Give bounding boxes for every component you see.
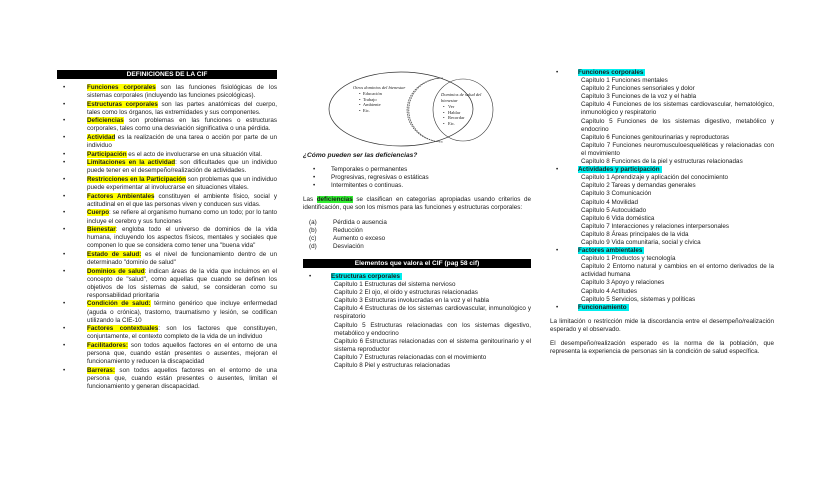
chapter-item: Capítulo 8 Piel y estructuras relacionadas [334,361,451,369]
definition-term: Dominios de salud [87,267,145,275]
definition-item [57,300,277,324]
definition-term: Funciones corporales [87,84,156,91]
deficiencies-column [303,70,531,370]
inner-domain-item: • Etc. [443,120,456,126]
group-header: • Estructuras corporales [309,272,400,280]
group-label: Factores ambientales [578,247,643,255]
chapter-item: Capítulo 5 Funciones de los sistemas digestivo, metabólico y endocrino [581,117,774,133]
bullet-icon: • [63,267,66,275]
chapter-item: Capítulo 5 Autocuidado [581,206,647,214]
chapter-item: Capítulo 5 Estructuras relacionadas con los sistemas digestivo, metabólico y endocrino [334,321,531,337]
deficiencies-question: ¿Cómo pueden ser las deficiencias? [303,152,418,159]
classification-list [303,219,531,251]
limitation-paragraph: La limitación o restricción mide la discordancia entre el desempeño/realización esperado y el observado. [550,317,774,333]
group-header: • Actividades y participación [556,166,660,174]
chapter-item: Capítulo 2 El ojo, el oído y estructuras relacionadas [334,289,478,297]
definition-text: son todos aquellos factores en el entorno de una persona que, cuando están presentes o ausentes, limitan el funcionamiento y generan discapacidad. [87,366,277,390]
definition-text: son las partes anatómicas del cuerpo, tales como los órganos, las extremidades y sus componentes. [87,100,277,116]
classification-item: (c) Aumento o exceso [309,234,386,242]
bullet-icon: • [63,366,66,374]
classification-item: (d) Desviación [309,242,364,250]
chapter-item: Capítulo 7 Estructuras relacionadas con el movimiento [334,353,487,361]
bullet-icon: • [63,250,66,258]
chapter-item: Capítulo 4 Actitudes [581,287,638,295]
definition-term: Estructuras corporales [87,100,158,108]
definition-item [57,342,277,366]
definition-item [57,134,277,150]
chapter-list [550,174,774,247]
chapter-item: Capítulo 4 Movilidad [581,198,639,206]
classification-item: (b) Reducción [309,226,363,234]
definition-item [57,117,277,133]
group-header: • Funciones corporales [556,69,644,76]
bullet-icon: • [63,134,66,142]
group-label: Estructuras corporales [331,272,400,280]
bullet-icon: • [63,300,66,308]
chapter-item: Capítulo 5 Servicios, sistemas y políticas [581,295,696,303]
definition-item [57,84,277,100]
chapter-item: Capítulo 3 Estructuras involucradas en la voz y el habla [334,297,490,305]
definitions-title: DEFINICIONES DE LA CIF [57,70,277,79]
definition-text: : se refiere al organismo humano como un todo; por lo tanto incluye el cerebro y sus funciones [87,209,277,225]
elements-title: Elementos que valora el CIF (pag 58 cif) [303,259,531,268]
definition-term: Participación [87,150,127,158]
outer-domain-item: • Ambiente [359,102,381,108]
classification-item: (a) Pérdida o ausencia [309,218,387,226]
definition-text: término genérico que incluye enfermedad (aguda o crónica), trastorno, traumatismo y lesión, se codifican utilizando la CIE-10 [87,300,277,324]
definition-item [57,101,277,117]
group-label: Funcionamiento [578,303,627,311]
inner-domain-title: Dominios de salud del bienestar [441,92,482,103]
bullet-icon: • [63,325,66,333]
chapter-item: Capítulo 1 Aprendizaje y aplicación del conocimiento [581,174,729,182]
deficiency-type-item: • Intermitentes o continuas. [313,182,404,190]
definition-item [57,268,277,300]
chapter-item: Capítulo 6 Funciones genitourinarias y reproductoras [581,133,730,141]
chapter-item: Capítulo 3 Apoyo y relaciones [581,279,665,287]
definition-term: Condición de salud: [87,300,151,308]
definition-term: Estado de salud: [87,250,142,258]
chapter-item: Capítulo 7 Interacciones y relaciones interpersonales [581,222,730,230]
chapter-item: Capítulo 2 Funciones sensoriales y dolor [581,85,695,93]
definitions-list [57,84,277,391]
chapter-list [550,77,774,166]
elements-column [550,69,774,362]
chapter-item: Capítulo 1 Estructuras del sistema nervioso [334,281,456,289]
definition-item [57,367,277,391]
definition-item [57,251,277,267]
definition-text: son todos aquellos factores en el entorno de una persona que, cuando están presentes o ausentes, mejoran el funcionamiento y reducen la discapacidad [87,341,277,366]
definition-text: : son los factores que constituyen, conjuntamente, el contexto completo de la vida de un individuo [87,325,277,341]
deficiency-types-list [303,166,531,190]
chapter-item: Capítulo 4 Funciones de los sistemas cardiovascular, hematológico, inmunológico y respiratorio [581,101,774,117]
bullet-icon: • [63,176,66,184]
bullet-icon: • [63,150,66,158]
chapter-item: Capítulo 1 Funciones mentales [581,77,668,85]
definition-text: : son dificultades que un individuo puede tener en el desempeño/realización de actividades. [87,159,277,175]
definition-item [57,209,277,225]
chapter-item: Capítulo 8 Funciones de la piel y estructuras relacionadas [581,158,743,166]
definition-item [57,226,277,250]
deficiencies-highlight: deficiencias [316,196,353,204]
chapter-list [303,281,531,370]
group-label: Actividades y participación [578,166,660,174]
definition-text: constituyen el ambiente físico, social y actitudinal en el que las personas viven y conducen sus vidas. [87,192,277,208]
chapter-item: Capítulo 6 Estructuras relacionadas con el sistema genitourinario y el sistema reproductor [334,337,531,353]
definition-text: son problemas que un individuo puede experimentar al involucrarse en situaciones vitales. [87,176,277,192]
definition-term: Cuerpo [87,209,110,217]
definition-item [57,325,277,341]
definition-text: es la realización de una tarea o acción por parte de un individuo [87,134,277,150]
inner-domain-list [443,104,464,126]
group-header: • Factores ambientales [556,247,643,255]
deficiency-type-item: • Progresivas, regresivas o estáticas [313,174,429,182]
chapter-list [550,255,774,304]
definition-text: es el nivel de funcionamiento dentro de un determinado "dominio de salud" [87,250,277,266]
definition-term: Factores contextuales [87,325,159,333]
deficiencies-paragraph: Las deficiencias se clasifican en categorías apropiadas usando criterios de identificación, que son los mismos para las funciones y estructuras corporales: [303,196,531,212]
definition-term: Actividad [87,134,116,142]
outer-domain-item: • Etc. [359,107,370,113]
chapter-item: Capítulo 8 Áreas principales de la vida [581,230,689,238]
inner-domain-item: • Hablar [443,109,461,115]
group-header: • Funcionamiento [556,303,627,311]
chapter-item: Capítulo 1 Productos y tecnología [581,255,676,263]
inner-domain-item: • Ver [443,104,455,109]
definition-text: son problemas en las funciones o estructuras corporales, tales como una desviación significativa o una pérdida. [87,117,277,133]
domains-ellipse-icon [303,70,531,148]
definitions-column [57,70,277,391]
deficiency-type-item: • Temporales o permanentes [313,166,408,174]
bullet-icon: • [63,117,66,125]
definition-text: : indican áreas de la vida que incluimos en el concepto de "salud", como aquellas que cuando se definen los objetivos de los sistemas de salud, se consideran como su responsabilidad prioritaria [87,267,277,299]
bullet-icon: • [63,192,66,200]
definition-text: son las funciones fisiológicas de los sistemas corporales (incluyendo las funciones psicológicas). [87,84,277,100]
chapter-item: Capítulo 4 Estructuras de los sistemas cardiovascular, inmunológico y respiratorio [334,305,531,321]
chapter-item: Capítulo 3 Funciones de la voz y el habla [581,93,697,101]
outer-domain-item: • Educación [359,91,382,96]
definition-item [57,159,277,175]
definition-term: Restricciones en la Participación [87,176,186,184]
chapter-item: Capítulo 7 Funciones neuromusculoesqueléticas y relacionadas con el movimiento [581,141,774,157]
chapter-item: Capítulo 9 Vida comunitaria, social y cívica [581,238,701,246]
inner-domain-item: • Recordar [443,115,465,121]
definition-term: Barreras: [87,366,116,374]
chapter-item: Capítulo 2 Entorno natural y cambios en el entorno derivados de la actividad humana [581,263,774,279]
bullet-icon: • [63,100,66,108]
definition-text: : engloba todo el universo de dominios de la vida humana, incluyendo los aspectos físicos, mentales y sociales que componen lo que se considera como tener una "buena vida" [87,226,277,250]
definition-term: Limitaciones en la actividad [87,159,176,167]
definition-item [57,193,277,209]
bullet-icon: • [63,84,66,91]
bullet-icon: • [63,209,66,217]
performance-paragraph: El desempeño/realización esperado es la norma de la población, que representa la experiencia de personas sin la condición de salud específica. [550,340,774,356]
bullet-icon: • [63,159,66,167]
wellbeing-diagram [303,70,531,148]
outer-domain-item: • Trabajo [359,96,377,102]
chapter-item: Capítulo 6 Vida doméstica [581,214,655,222]
definition-term: Bienestar [87,226,116,234]
group-label: Funciones corporales [578,69,644,76]
definition-item [57,151,277,159]
bullet-icon: • [63,341,66,349]
chapter-item: Capítulo 3 Comunicación [581,190,652,198]
definition-term: Deficiencias [87,117,124,125]
outer-domain-title: Otros dominios del bienestar [353,85,406,90]
chapter-item: Capítulo 2 Tareas y demandas generales [581,182,696,190]
definition-item [57,176,277,192]
bullet-icon: • [63,226,66,234]
definition-term: Facilitadores: [87,341,128,349]
definition-text: es el acto de involucrarse en una situación vital. [126,150,263,158]
outer-domain-list [359,91,382,113]
definition-term: Factores Ambientales [87,192,155,200]
